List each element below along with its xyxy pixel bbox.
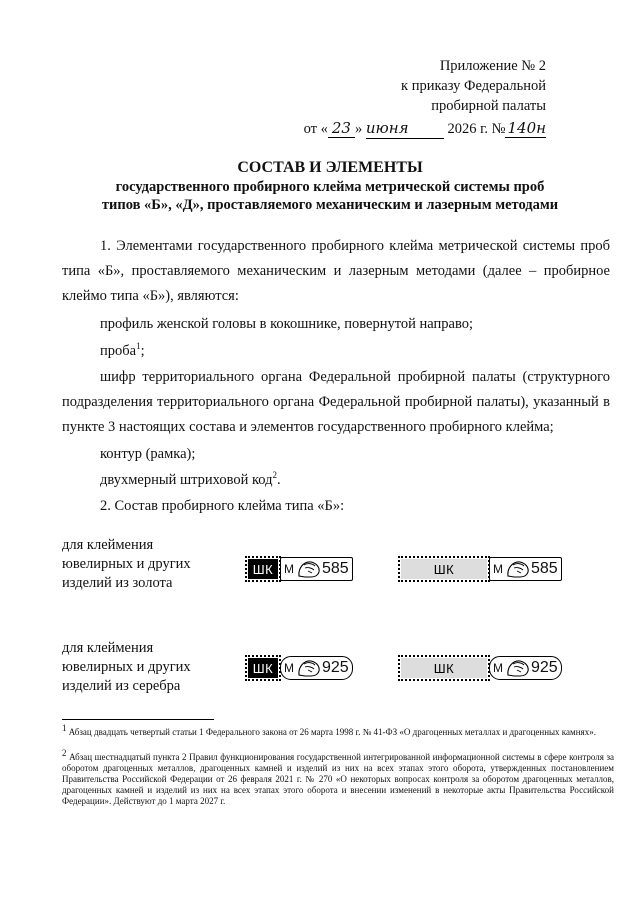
- footnote-1-mark: 1: [62, 723, 67, 733]
- silver-fineness: 925: [322, 659, 349, 676]
- element-item-barcode: [62, 468, 610, 493]
- date-prefix: от «: [303, 121, 328, 137]
- woman-head-icon: [296, 559, 322, 579]
- stamp-frame: [280, 557, 353, 581]
- order-month: июня: [366, 118, 444, 139]
- barcode-icon: ШК: [248, 559, 278, 579]
- issuer-name: пробирной палаты: [431, 98, 546, 114]
- item-barcode-text: двухмерный штриховой код: [100, 472, 273, 488]
- barcode-icon: ШК: [248, 658, 278, 678]
- footnote-1-text: Абзац двадцать четвертый статьи 1 Федерального закона от 26 марта 1998 г. № 41-ФЗ «О драгоценных металлах и драгоценных камнях».: [68, 727, 596, 737]
- document-subtitle-1: государственного пробирного клейма метрической системы проб: [115, 179, 545, 195]
- item-proba-end: ;: [140, 343, 145, 359]
- document-title: СОСТАВ И ЭЛЕМЕНТЫ: [237, 159, 423, 176]
- woman-head-icon: [296, 658, 322, 678]
- item-proba-text: проба: [100, 343, 137, 359]
- barcode-icon: ШК: [401, 658, 487, 678]
- element-item-cipher: шифр территориального органа Федеральной пробирной палаты (структурного подразделения территориального органа Федеральной пробирной палаты), указанный в пункте 3 настоящих состава и элементов государственного пробирного клейма;: [62, 369, 610, 435]
- silver-stamp-wide: [401, 656, 562, 680]
- item-barcode-end: .: [277, 472, 281, 488]
- m-mark: М: [493, 562, 503, 576]
- m-mark: М: [493, 661, 503, 675]
- silver-caption: для клеймения ювелирных и других изделий из серебра: [62, 640, 191, 694]
- element-item-profile: профиль женской головы в кокошнике, повернутой направо;: [100, 316, 473, 332]
- stamp-frame: [489, 557, 562, 581]
- paragraph-2: 2. Состав пробирного клейма типа «Б»:: [100, 498, 345, 514]
- order-number: 140н: [507, 119, 546, 137]
- stamp-frame: [489, 656, 562, 680]
- order-reference: к приказу Федеральной: [401, 78, 546, 94]
- m-mark: М: [284, 661, 294, 675]
- gold-caption: для клеймения ювелирных и других изделий из золота: [62, 537, 191, 591]
- order-date-line: [0, 118, 546, 139]
- woman-head-icon: [505, 658, 531, 678]
- footnote-2: [62, 748, 615, 807]
- order-day: 23: [328, 119, 355, 138]
- silver-fineness: 925: [531, 659, 558, 676]
- order-year: 2026 г. №: [447, 121, 506, 137]
- gold-fineness: 585: [322, 560, 349, 577]
- m-mark: М: [284, 562, 294, 576]
- gold-fineness: 585: [531, 560, 558, 577]
- gold-stamp-wide: [401, 557, 562, 581]
- woman-head-icon: [505, 559, 531, 579]
- paragraph-1: 1. Элементами государственного пробирного клейма метрической системы проб типа «Б», проставляемого механическим и лазерным методами (далее – пробирное клеймо типа «Б»), являются:: [62, 238, 610, 304]
- appendix-header: [0, 56, 546, 139]
- stamp-frame: [280, 656, 353, 680]
- footnote-2-text: Абзац шестнадцатый пункта 2 Правил функционирования государственной интегрированной информационной системы в сфере контроля за оборотом драгоценных металлов, драгоценных камней и изделий из них на всех этапах этого оборота, утвержденных постановлением Правительства Российской Федерации от 26 февраля 2021 г. № 270 «О некоторых вопросах контроля за оборотом драгоценных металлов, драгоценных камней и изделий из них на всех этапах этого оборота и внесении изменений в некоторые акты Правительства Российской Федерации». Действуют до 1 марта 2027 г.: [62, 752, 615, 806]
- silver-stamp-small: [248, 656, 353, 680]
- element-item-proba: [62, 339, 610, 364]
- footnote-separator: [62, 719, 214, 720]
- appendix-number: Приложение № 2: [439, 58, 546, 74]
- document-subtitle-2: типов «Б», «Д», проставляемого механическим и лазерным методами: [101, 197, 559, 213]
- footnote-1: [62, 723, 614, 738]
- date-separator: »: [354, 121, 366, 137]
- footnote-ref-1: 1: [136, 341, 141, 352]
- barcode-icon: ШК: [401, 559, 487, 579]
- element-item-contour: контур (рамка);: [100, 446, 196, 462]
- gold-stamp-small: [248, 557, 353, 581]
- footnote-ref-2: 2: [272, 470, 278, 481]
- footnote-2-mark: 2: [62, 748, 67, 758]
